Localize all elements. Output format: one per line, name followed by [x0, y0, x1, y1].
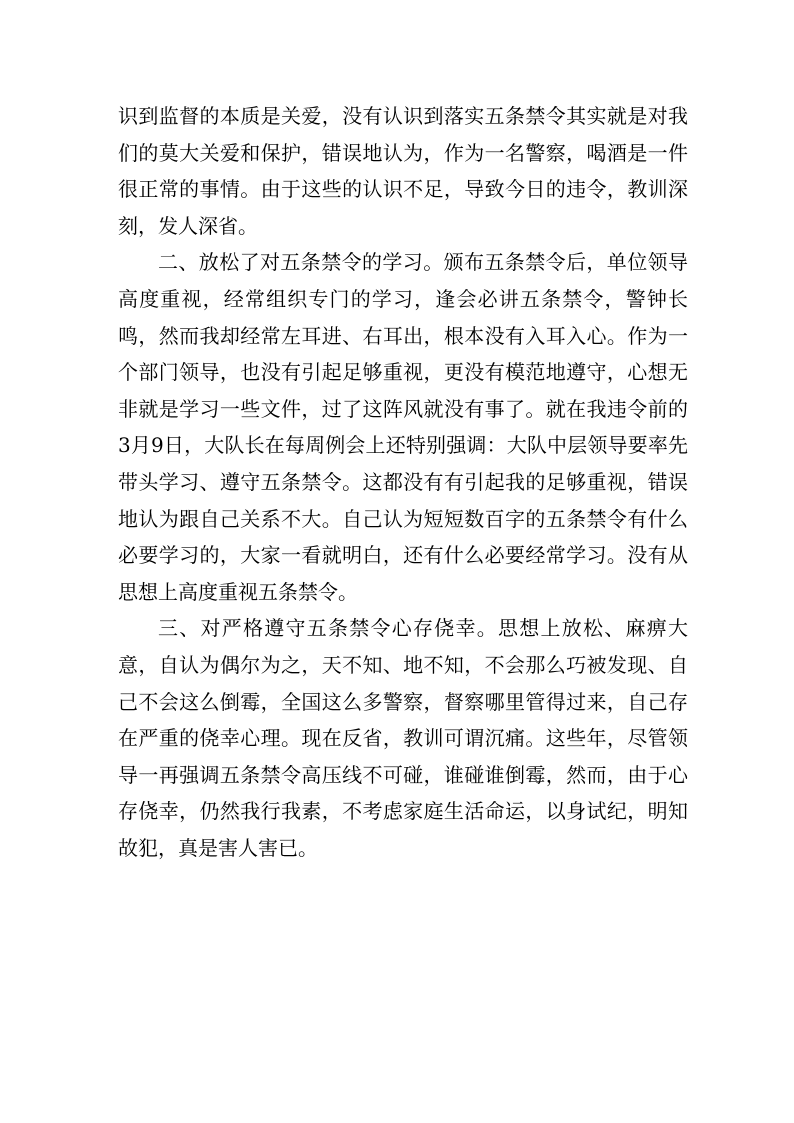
paragraph-point-three: 三、对严格遵守五条禁令心存侥幸。思想上放松、麻痹大意，自认为偶尔为之，天不知、地不知，不会那么巧被发现、自己不会这么倒霉，全国这么多警察，督察哪里管得过来，自己存在严重的侥幸心理。现在反省，教训可谓沉痛。这些年，尽管领导一再强调五条禁令高压线不可碰，谁碰谁倒霉，然而，由于心存侥幸，仍然我行我素，不考虑家庭生活命运，以身试纪，明知故犯，真是害人害已。 [118, 616, 688, 860]
paragraph-continued: 识到监督的本质是关爱，没有认识到落实五条禁令其实就是对我们的莫大关爱和保护，错误地认为，作为一名警察，喝酒是一件很正常的事情。由于这些的认识不足，导致今日的违令，教训深刻，发人深省。 [118, 104, 688, 238]
paragraph-point-two: 二、放松了对五条禁令的学习。颁布五条禁令后，单位领导高度重视，经常组织专门的学习，逢会必讲五条禁令，警钟长鸣，然而我却经常左耳进、右耳出，根本没有入耳入心。作为一个部门领导，也没有引起足够重视，更没有模范地遵守，心想无非就是学习一些文件，过了这阵风就没有事了。就在我违令前的3月9日，大队长在每周例会上还特别强调：大队中层领导要率先带头学习、遵守五条禁令。这都没有有引起我的足够重视，错误地认为跟自己关系不大。自己认为短短数百字的五条禁令有什么必要学习的，大家一看就明白，还有什么必要经常学习。没有从思想上高度重视五条禁令。 [118, 250, 688, 604]
document-body [118, 98, 688, 866]
